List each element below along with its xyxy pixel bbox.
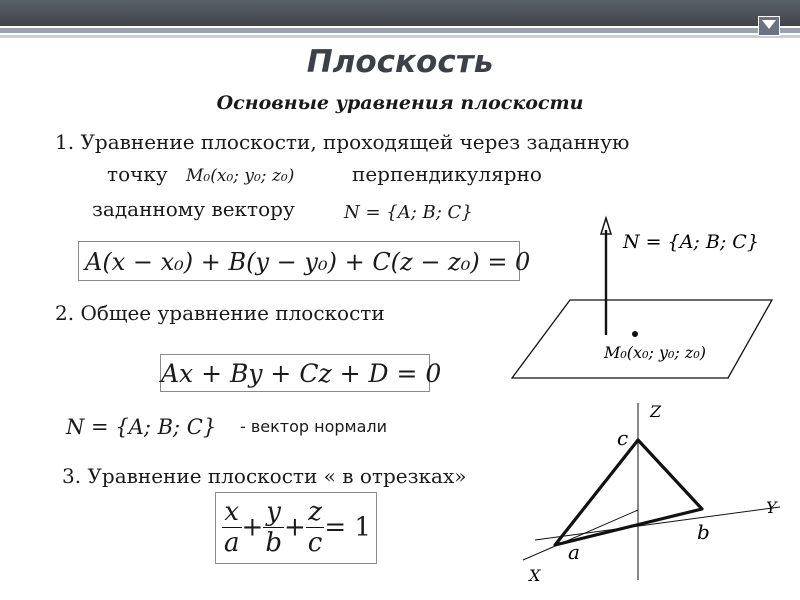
section1-perp: перпендикулярно (352, 162, 542, 186)
section1-equation: A(x − x₀) + B(y − y₀) + C(z − z₀) = 0 (78, 241, 520, 281)
axis-z-label: Z (650, 402, 662, 421)
top-stripe-light (0, 35, 800, 38)
top-stripe (0, 28, 800, 33)
section3-equation: $\frac{x}{a}$ + $\frac{y}{b}$ + $\frac{z}{c}$ = 1 (215, 492, 377, 564)
intercept-triangle (555, 440, 702, 545)
plane-vector-label: N = {A; B; C} (623, 231, 759, 253)
frac-x-a (222, 497, 242, 558)
frac-den-a: a (224, 528, 240, 558)
frac-y-b (263, 497, 284, 558)
section2-normal: N = {A; B; C} (66, 415, 217, 439)
frac-num-z: z (306, 497, 325, 528)
section3-heading: 3. Уравнение плоскости « в отрезках» (62, 464, 467, 488)
section1-tochku: точку (107, 162, 168, 186)
slide-subtitle: Основные уравнения плоскости (216, 92, 584, 114)
plane-normal-diagram (500, 210, 790, 390)
frac-num-y: y (263, 497, 284, 528)
section1-point: M₀(x₀; y₀; z₀) (186, 166, 295, 186)
point-c-label: c (617, 426, 629, 450)
section2-heading: 2. Общее уравнение плоскости (55, 301, 385, 325)
intercept-axes-diagram (515, 395, 800, 595)
axis-y-label: Y (766, 498, 777, 517)
section2-equation: Ax + By + Cz + D = 0 (160, 354, 430, 392)
top-bar (0, 0, 800, 26)
axis-x-label: X (529, 566, 541, 585)
corner-triangle-icon (762, 20, 776, 29)
frac-z-c (306, 497, 325, 558)
frac-num-x: x (222, 497, 242, 528)
point-b-label: b (697, 520, 710, 544)
section1-vector-text: заданному вектору (92, 197, 295, 221)
point-a-label: a (568, 540, 580, 564)
plane-shape (512, 300, 772, 378)
section1-vector: N = {A; B; C} (344, 202, 473, 223)
section2-normal-caption: - вектор нормали (240, 417, 388, 436)
point-m0-dot (632, 331, 638, 337)
slide-title: Плоскость (306, 44, 494, 80)
frac-den-c: c (307, 528, 323, 558)
section3-rhs: = 1 (324, 512, 371, 543)
frac-den-b: b (265, 528, 282, 558)
axis-x-line (523, 510, 638, 560)
plane-point-label: M₀(x₀; y₀; z₀) (604, 343, 706, 362)
section1-line1: 1. Уравнение плоскости, проходящей через заданную (55, 130, 630, 154)
